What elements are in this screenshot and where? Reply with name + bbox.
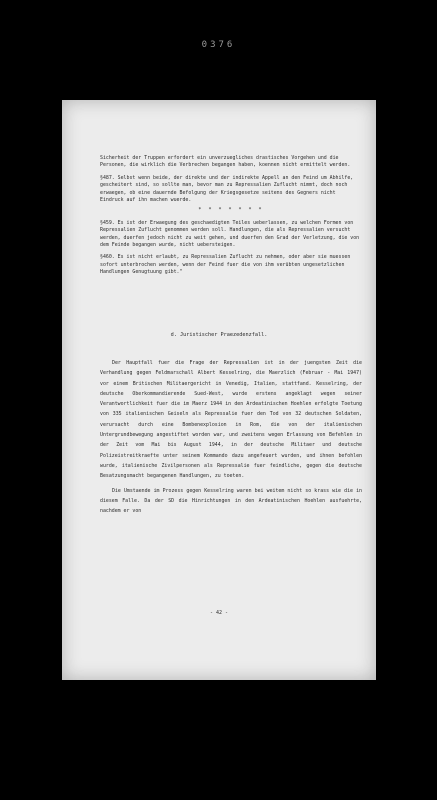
quote-paragraph: §487. Selbst wenn beide, der direkte und der indirekte Appell an den Feind um Abhilfe, gescheitert sind, so sollte man, bevor man zu Repressalien Zuflucht nimmt, doch noch erwaegen, ob eine dauernde Befolgung der Kriegsgesetze seitens des Gegners nicht Eindruck auf ihn machen wuerde. <box>100 174 354 204</box>
frame-number: 0376 <box>201 40 236 50</box>
page-number: - 42 - <box>209 610 229 616</box>
quote-paragraph: §459. Es ist der Erwaegung des geschaedigten Teiles ueberlassen, zu welchen Formen von Repressalien Zuflucht genommen werden soll. Handlungen, die als Repressalien versucht werden, duerfen jedoch nicht zu weit gehen, und duerfen den Grad der Verletzung, die von dem Feinde begangen wurde, nicht uebersteigen. <box>100 219 360 249</box>
document-page <box>62 100 376 680</box>
quoted-passage <box>100 155 362 282</box>
body-text <box>100 358 362 520</box>
section-heading: d. Juristischer Praezedenzfall. <box>170 332 268 338</box>
section-divider: * * * * * * * <box>198 207 264 214</box>
quote-paragraph: Sicherheit der Truppen erfordert ein unverzuegliches drastisches Vorgehen und die Personen, die wirklich die Verbrechen begangen haben, koennen nicht ermittelt werden. <box>100 155 351 169</box>
body-paragraph: Der Hauptfall fuer die Frage der Repressalien ist in der juengsten Zeit die Verhandlung gegen Feldmarschall Albert Kesselring, die Maerzlich (Februar - Mai 1947) vor einem Britischen Militaergericht in Venedig, Italien, stattfand. Kesselring, der deutsche Oberkommandierende Sued-West, wurde erstens angeklagt wegen seiner Verantwortlichkeit fuer die im Maerz 1944 in den Ardeatinischen Hoehlen erfolgte Toetung von 335 italienischen Geiseln als Repressalie fuer den Tod von 32 deutschen Soldaten, verursacht durch eine Bombenexplosion in Rom, die von der italienischen Untergrundbewegung angestiftet worden war, und zweitens wegen Erlassung von Befehlen in der Zeit vom Mai bis August 1944, in der deutsche Militaer und deutsche Polizeistreitkraefte unter seinem Kommando dazu angefeuert wurden, und ihnen befohlen wurde, italienische Zivilpersonen als Repressalie fuer feindliche, gegen die deutsche Besatzungsmacht begangenen Handlungen, zu toeten. <box>100 360 362 480</box>
quote-paragraph: §460. Es ist nicht erlaubt, zu Repressalien Zuflucht zu nehmen, oder aber sie muessen sofort unterbrochen werden, wenn der Feind fuer die von ihm verübten ungesetzlichen Handlungen Genugtuung gibt." <box>100 254 351 276</box>
body-paragraph: Die Umstaende im Prozess gegen Kesselring waren bei weitem nicht so krass wie die in diesem Falle. Da der SD die Hinrichtungen in den Ardeatinischen Hoehlen ausfuehrte, nachdem er von <box>100 487 362 515</box>
